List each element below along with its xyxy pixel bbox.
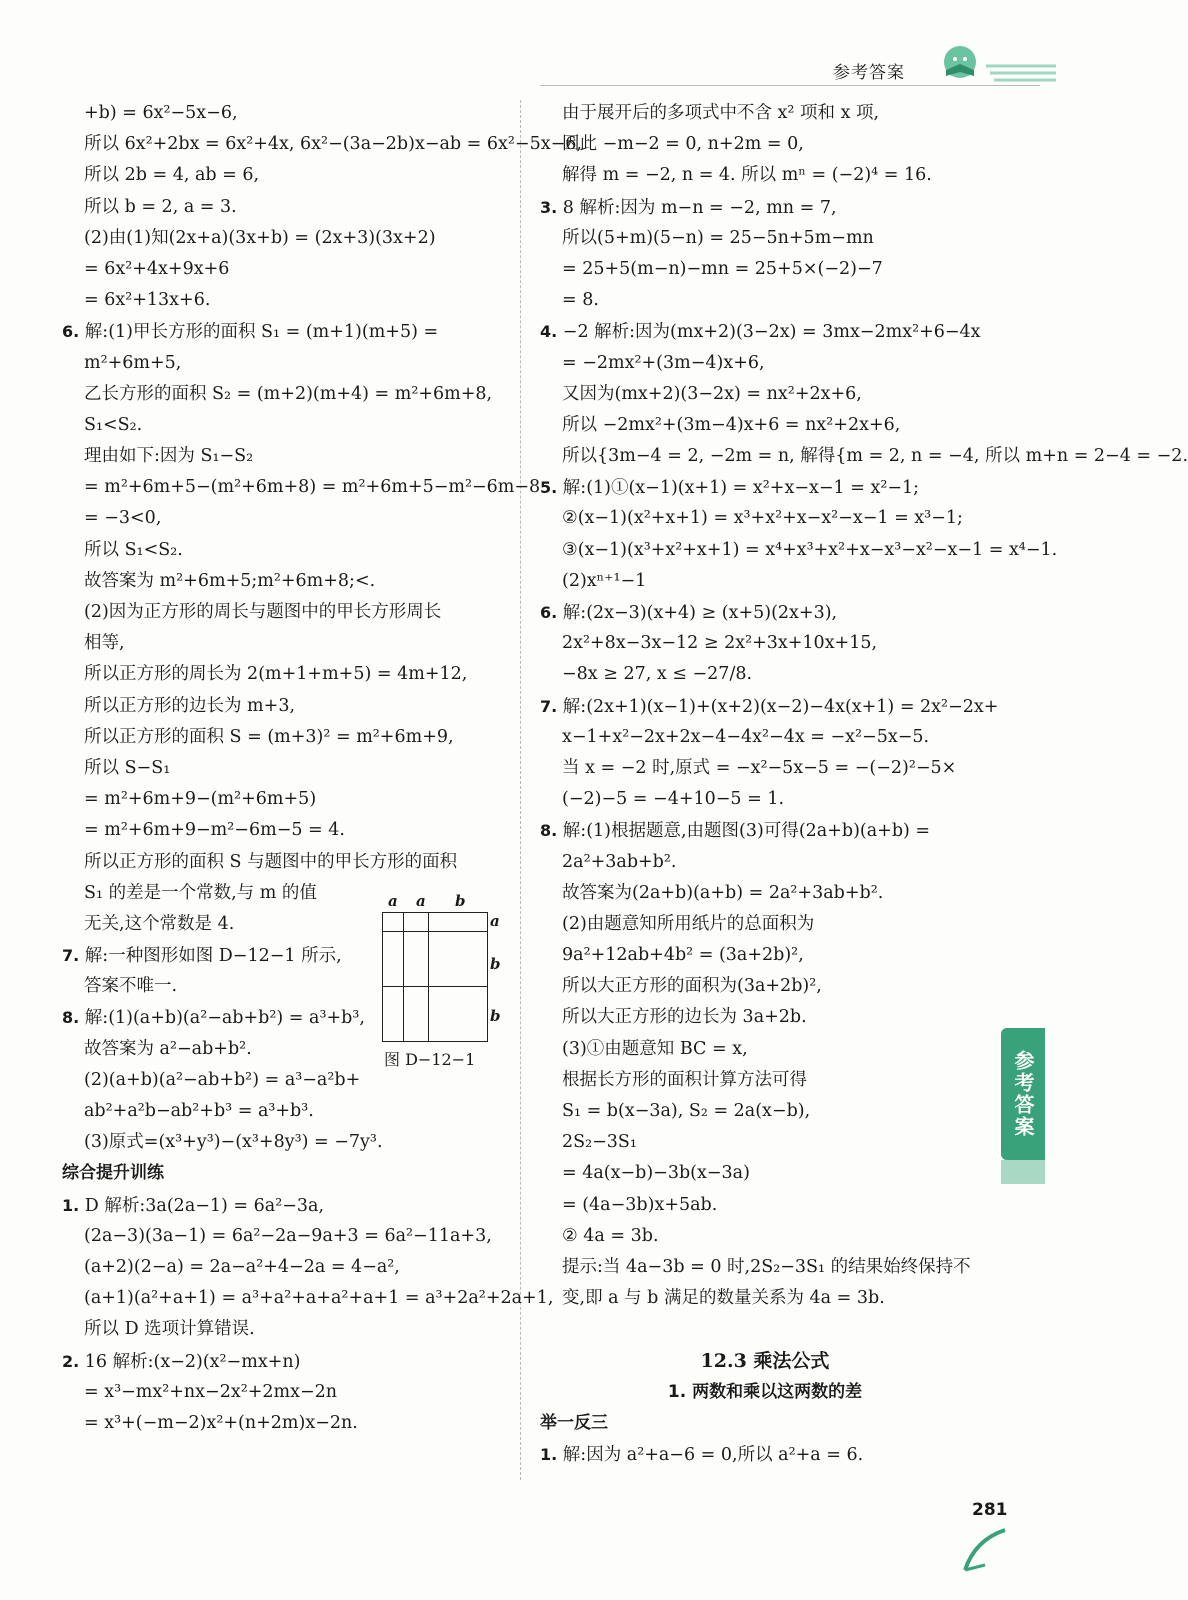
text-line — [62, 129, 582, 160]
text-line — [540, 566, 990, 597]
text-line — [540, 223, 990, 254]
line-text: (−2)−5 = −4+10−5 = 1. — [562, 789, 785, 810]
text-line — [62, 722, 514, 753]
grid-line — [383, 931, 487, 932]
text-line — [540, 1096, 990, 1127]
page-curl-icon — [955, 1525, 1015, 1579]
text-line — [540, 691, 999, 722]
line-text: 理由如下:因为 S₁−S₂ — [84, 446, 254, 467]
text-line — [62, 1127, 514, 1158]
text-line — [540, 1002, 990, 1033]
line-text: 故答案为 m²+6m+5;m²+6m+8;<. — [84, 570, 376, 591]
line-text: 2a²+3ab+b². — [562, 851, 677, 872]
line-text: = (4a−3b)x+5ab. — [562, 1194, 718, 1215]
text-line — [540, 1408, 990, 1439]
text-line — [62, 410, 514, 441]
text-line — [62, 503, 514, 534]
text-line — [540, 316, 990, 347]
line-text: 综合提升训练 — [62, 1163, 164, 1184]
line-text: = m²+6m+5−(m²+6m+8) = m²+6m+5−m²−6m−8 — [84, 477, 541, 498]
line-text: −8x ≥ 27, x ≤ −27/8. — [562, 664, 753, 685]
line-text: 解:(1)①(x−1)(x+1) = x²+x−x−1 = x²−1; — [562, 478, 920, 499]
text-line — [62, 535, 514, 566]
figure-d-12-1 — [380, 892, 502, 1072]
line-text: 所以正方形的面积 S 与题图中的甲长方形的面积 — [84, 851, 458, 872]
line-text: 所以 −2mx²+(3m−4)x+6 = nx²+2x+6, — [562, 414, 901, 435]
line-text: = −2mx²+(3m−4)x+6, — [562, 352, 765, 373]
line-text: D 解析:3a(2a−1) = 6a²−3a, — [84, 1195, 325, 1216]
line-text: (a+1)(a²+a+1) = a³+a²+a+a²+a+1 = a³+2a²+2a+1, — [84, 1288, 554, 1309]
line-text: = x³+(−m−2)x²+(n+2m)x−2n. — [84, 1412, 358, 1433]
item-number: 6. — [540, 603, 558, 622]
figure-grid — [382, 912, 488, 1042]
page-number: 281 — [972, 1500, 1008, 1520]
text-line — [540, 1221, 990, 1252]
line-text: 2S₂−3S₁ — [562, 1132, 637, 1153]
figure-top-label: a — [416, 892, 426, 910]
item-number: 7. — [540, 696, 558, 716]
text-line — [540, 98, 990, 129]
text-line — [540, 254, 990, 285]
line-text: = x³−mx²+nx−2x²+2mx−2n — [84, 1381, 338, 1402]
figure-top-label: a — [388, 892, 398, 910]
line-text: 所以正方形的周长为 2(m+1+m+5) = 4m+12, — [84, 664, 468, 685]
text-line — [62, 753, 514, 784]
line-text: 所以 S₁<S₂. — [84, 539, 183, 560]
text-line — [62, 160, 514, 191]
text-line — [540, 285, 990, 316]
text-line — [62, 566, 514, 597]
line-text: 9a²+12ab+4b² = (3a+2b)², — [562, 945, 804, 966]
grid-line — [403, 913, 404, 1041]
text-line — [62, 348, 514, 379]
text-line — [62, 285, 514, 316]
line-text: 所以{3m−4 = 2, −2m = n, 解得{m = 2, n = −4, 所以 m+n = 2−4 = −2. — [562, 446, 1188, 467]
header-rule — [540, 85, 1040, 86]
line-text: 所以正方形的边长为 m+3, — [84, 695, 296, 716]
line-text: 举一反三 — [540, 1412, 608, 1433]
text-line — [540, 441, 1188, 472]
item-number: 8. — [540, 821, 558, 841]
text-line — [540, 129, 990, 160]
text-line — [62, 847, 514, 878]
text-line — [540, 1377, 990, 1408]
line-text: 解:一种图形如图 D−12−1 所示, — [84, 946, 342, 967]
text-line — [62, 1158, 514, 1189]
line-text: (2)因为正方形的周长与题图中的甲长方形周长 — [84, 602, 442, 622]
line-text: (2)由(1)知(2x+a)(3x+b) = (2x+3)(3x+2) — [84, 227, 436, 248]
figure-side-label: a — [490, 912, 500, 930]
text-line — [540, 659, 990, 690]
text-line — [540, 1034, 990, 1065]
line-text: = m²+6m+9−m²−6m−5 = 4. — [84, 820, 345, 841]
book-logo-icon — [928, 42, 1058, 88]
text-line — [62, 815, 514, 846]
side-tab: 参考答案 — [1001, 1028, 1045, 1160]
item-number: 1. — [62, 1195, 80, 1215]
line-text: 故答案为(2a+b)(a+b) = 2a²+3ab+b². — [562, 882, 884, 903]
line-text: 解:(2x+1)(x−1)+(x+2)(x−2)−4x(x+1) = 2x²−2x+ — [562, 696, 999, 717]
text-line — [62, 379, 514, 410]
text-line — [540, 1439, 990, 1470]
line-text: (2)由题意知所用纸片的总面积为 — [562, 913, 815, 934]
line-text: 由于展开后的多项式中不含 x² 项和 x 项, — [562, 103, 880, 123]
item-number: 2. — [62, 1351, 80, 1371]
figure-side-label: b — [490, 955, 501, 973]
grid-line — [383, 986, 487, 987]
line-text: 所以正方形的面积 S = (m+3)² = m²+6m+9, — [84, 726, 454, 747]
text-line — [540, 348, 990, 379]
line-text: 2x²+8x−3x−12 ≥ 2x²+3x+10x+15, — [562, 633, 878, 654]
text-line — [62, 192, 514, 223]
grid-line — [428, 913, 429, 1041]
text-line — [540, 1065, 990, 1096]
line-text: +b) = 6x²−5x−6, — [84, 103, 238, 123]
line-text: ② 4a = 3b. — [562, 1225, 659, 1246]
text-line — [540, 379, 990, 410]
line-text: 因此 −m−2 = 0, n+2m = 0, — [562, 134, 804, 155]
line-text: 所以 6x²+2bx = 6x²+4x, 6x²−(3a−2b)x−ab = 6x²−5x−6, — [84, 134, 582, 155]
text-line — [540, 878, 990, 909]
line-text: 12.3 乘法公式 — [700, 1349, 830, 1372]
line-text: 答案不唯一. — [84, 976, 178, 997]
line-text: 所以大正方形的边长为 3a+2b. — [562, 1007, 807, 1028]
line-text: = 4a(x−b)−3b(x−3a) — [562, 1163, 750, 1184]
line-text: 解:因为 a²+a−6 = 0,所以 a²+a = 6. — [562, 1445, 864, 1466]
line-text: = 6x²+13x+6. — [84, 290, 211, 311]
text-line — [540, 1252, 990, 1283]
text-line — [540, 1346, 990, 1377]
text-line — [540, 1127, 990, 1158]
text-line — [62, 1283, 554, 1314]
line-text: 解:(1)(a+b)(a²−ab+b²) = a³+b³, — [84, 1008, 365, 1029]
text-line — [540, 971, 990, 1002]
text-line — [62, 472, 541, 503]
text-line — [62, 659, 514, 690]
text-line — [540, 940, 990, 971]
text-line — [540, 722, 990, 753]
line-text: ②(x−1)(x²+x+1) = x³+x²+x−x²−x−1 = x³−1; — [562, 508, 963, 529]
line-text: 所以大正方形的面积为(3a+2b)², — [562, 976, 822, 997]
line-text: S₁ 的差是一个常数,与 m 的值 — [84, 882, 317, 903]
item-number: 6. — [62, 322, 80, 342]
text-line — [540, 1283, 990, 1314]
line-text: (2a−3)(3a−1) = 6a²−2a−9a+3 = 6a²−11a+3, — [84, 1225, 492, 1246]
column-divider — [520, 100, 521, 1480]
text-line — [540, 160, 990, 191]
line-text: m²+6m+5, — [84, 352, 182, 373]
figure-top-label: b — [455, 892, 466, 910]
text-line — [540, 784, 990, 815]
line-text: 变,即 a 与 b 满足的数量关系为 4a = 3b. — [562, 1288, 885, 1309]
line-text: 故答案为 a²−ab+b². — [84, 1038, 252, 1059]
line-text: 乙长方形的面积 S₂ = (m+2)(m+4) = m²+6m+8, — [84, 383, 493, 404]
line-text: S₁ = b(x−3a), S₂ = 2a(x−b), — [562, 1101, 811, 1121]
text-line — [540, 472, 990, 503]
line-text: (3)①由题意知 BC = x, — [562, 1038, 748, 1059]
text-line — [62, 1221, 514, 1252]
line-text: 解:(1)根据题意,由题图(3)可得(2a+b)(a+b) = — [562, 821, 931, 842]
text-line — [62, 1408, 514, 1439]
line-text: ③(x−1)(x³+x²+x+1) = x⁴+x³+x²+x−x³−x²−x−1 = x⁴−1. — [562, 539, 1058, 560]
text-line — [62, 691, 514, 722]
text-line — [540, 909, 990, 940]
line-text: (3)原式=(x³+y³)−(x³+8y³) = −7y³. — [84, 1132, 383, 1153]
line-text: 提示:当 4a−3b = 0 时,2S₂−3S₁ 的结果始终保持不 — [562, 1256, 971, 1277]
text-line — [62, 597, 514, 628]
line-text: (a+2)(2−a) = 2a−a²+4−2a = 4−a², — [84, 1256, 400, 1277]
text-line — [540, 410, 990, 441]
line-text: (2)(a+b)(a²−ab+b²) = a³−a²b+ — [84, 1069, 361, 1090]
text-line — [62, 1377, 514, 1408]
header-label: 参考答案 — [833, 63, 905, 83]
line-text: 又因为(mx+2)(3−2x) = nx²+2x+6, — [562, 383, 862, 404]
line-text: (2)xⁿ⁺¹−1 — [562, 570, 647, 591]
line-text: 解:(2x−3)(x+4) ≥ (x+5)(2x+3), — [562, 603, 838, 623]
line-text: S₁<S₂. — [84, 414, 143, 435]
line-text: x−1+x²−2x+2x−4−4x²−4x = −x²−5x−5. — [562, 726, 930, 747]
text-line — [62, 441, 514, 472]
line-text: 16 解析:(x−2)(x²−mx+n) — [84, 1351, 301, 1372]
side-tab-base — [1001, 1160, 1045, 1184]
line-text: 1. 两数和乘以这两数的差 — [667, 1381, 863, 1402]
line-text: = 6x²+4x+9x+6 — [84, 258, 230, 279]
line-text: −2 解析:因为(mx+2)(3−2x) = 3mx−2mx²+6−4x — [562, 322, 981, 343]
text-line — [62, 223, 514, 254]
line-text: 所以 b = 2, a = 3. — [84, 196, 237, 217]
line-text: 解得 m = −2, n = 4. 所以 mⁿ = (−2)⁴ = 16. — [562, 165, 932, 186]
line-text: 根据长方形的面积计算方法可得 — [562, 1069, 807, 1090]
line-text: = 8. — [562, 290, 599, 311]
figure-caption: 图 D−12−1 — [384, 1050, 476, 1069]
text-line — [62, 1252, 514, 1283]
item-number: 5. — [540, 478, 558, 498]
line-text: = m²+6m+9−(m²+6m+5) — [84, 789, 317, 810]
item-number: 7. — [62, 946, 80, 966]
text-line — [62, 254, 514, 285]
text-line — [62, 1096, 514, 1127]
text-line — [540, 597, 990, 628]
text-line — [62, 316, 514, 347]
item-number: 1. — [540, 1445, 558, 1465]
line-text: 相等, — [84, 633, 125, 654]
text-line — [540, 503, 990, 534]
item-number: 4. — [540, 322, 558, 342]
line-text: 当 x = −2 时,原式 = −x²−5x−5 = −(−2)²−5× — [562, 757, 957, 778]
text-line — [62, 98, 514, 129]
text-line — [540, 192, 990, 223]
text-line — [540, 815, 990, 846]
figure-side-label: b — [490, 1007, 501, 1025]
text-line — [62, 1346, 514, 1377]
item-number: 8. — [62, 1008, 80, 1028]
text-line — [62, 1314, 514, 1345]
line-text: = −3<0, — [84, 508, 162, 529]
text-line — [540, 535, 1058, 566]
line-text: 8 解析:因为 m−n = −2, mn = 7, — [562, 197, 837, 218]
line-text: ab²+a²b−ab²+b³ = a³+b³. — [84, 1101, 314, 1121]
text-line — [540, 1158, 990, 1189]
text-line — [62, 1190, 514, 1221]
text-line — [540, 847, 990, 878]
text-line — [62, 784, 514, 815]
line-text: 无关,这个常数是 4. — [84, 913, 235, 934]
text-line — [540, 753, 990, 784]
text-line — [540, 1314, 990, 1345]
text-line — [540, 1190, 990, 1221]
line-text: 所以 S−S₁ — [84, 757, 171, 778]
line-text: 所以 2b = 4, ab = 6, — [84, 165, 260, 186]
text-line — [62, 628, 514, 659]
line-text: 所以 D 选项计算错误. — [84, 1319, 255, 1340]
item-number: 3. — [540, 197, 558, 217]
line-text: = 25+5(m−n)−mn = 25+5×(−2)−7 — [562, 258, 883, 279]
line-text: 所以(5+m)(5−n) = 25−5n+5m−mn — [562, 227, 874, 248]
line-text: 解:(1)甲长方形的面积 S₁ = (m+1)(m+5) = — [84, 322, 439, 343]
text-line — [540, 628, 990, 659]
